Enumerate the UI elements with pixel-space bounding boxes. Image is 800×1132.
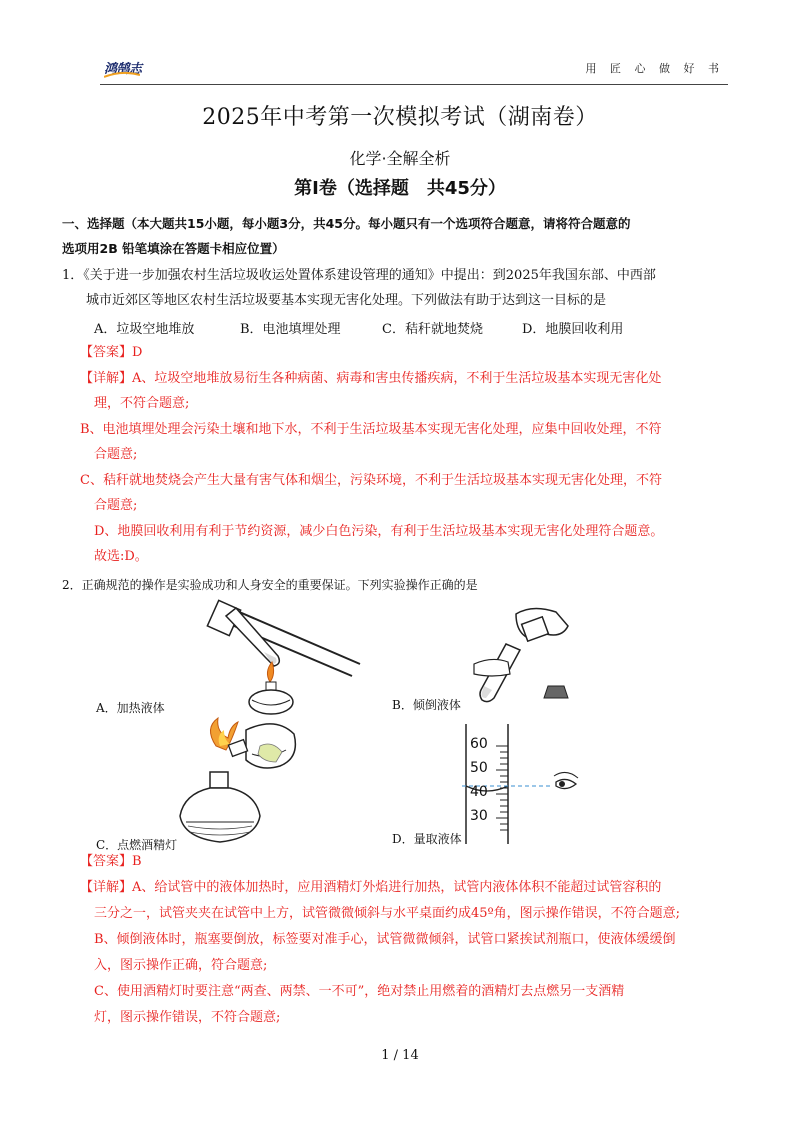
q2-detail-line: B、倾倒液体时，瓶塞要倒放，标签要对准手心，试管微微倾斜，试管口紧挨试剂瓶口，使液体缓缓倒 [94,932,676,947]
cylinder-tick-60: 60 [470,736,488,752]
figure-a-label: A．加热液体 [96,701,165,715]
figure-b-label: B．倾倒液体 [392,698,461,712]
q1-option-b: B．电池填埋处理 [240,322,341,337]
q1-detail-line: 合题意; [94,447,138,462]
q1-stem-line1: 1．《关于进一步加强农村生活垃圾收运处置体系建设管理的通知》中提出：到2025年我国东部、中西部 [62,268,656,283]
page-title: 2025年中考第一次模拟考试（湖南卷） [202,105,598,130]
cylinder-tick-40: 40 [470,784,488,800]
q2-detail-line: 入，图示操作正确，符合题意; [94,958,268,973]
q1-detail-line: D、地膜回收利用有利于节约资源，减少白色污染，有利于生活垃圾基本实现无害化处理符合题意。 [94,524,664,539]
q2-stem: 2．正确规范的操作是实验成功和人身安全的重要保证。下列实验操作正确的是 [62,578,478,592]
cylinder-tick-50: 50 [470,760,488,776]
page-subtitle: 化学·全解全析 [349,149,451,168]
q2-detail-line: 【详解】A、给试管中的液体加热时，应用酒精灯外焰进行加热，试管内液体体积不能超过试管容积的 [80,880,662,895]
q1-answer: 【答案】D [80,345,143,360]
q1-detail-line: 【详解】A、垃圾空地堆放易衍生各种病菌、病毒和害虫传播疾病，不利于生活垃圾基本实现无害化处 [80,371,662,386]
q1-detail-line: 合题意; [94,498,138,513]
q2-answer: 【答案】B [80,854,142,869]
q1-option-d: D．地膜回收利用 [522,322,624,337]
section-instruction-line1: 一、选择题（本大题共15小题，每小题3分，共45分。每小题只有一个选项符合题意，请将符合题意的 [62,216,631,231]
cylinder-tick-30: 30 [470,808,488,824]
figure-b-pouring-liquid [472,604,592,704]
q1-option-a: A．垃圾空地堆放 [94,322,195,337]
page-number: 1 / 14 [381,1048,419,1063]
q2-detail-line: C、使用酒精灯时要注意“两查、两禁、一不可”，绝对禁止用燃着的酒精灯去点燃另一支酒精 [94,984,625,999]
part-title: 第Ⅰ卷（选择题 共45分） [294,178,506,199]
q1-detail-line: 理，不符合题意; [94,396,190,411]
figure-d-label: D．量取液体 [392,832,462,846]
figure-c-label: C．点燃酒精灯 [96,838,178,852]
publisher-logo: 鸿鹄志 [104,62,142,77]
header-divider [100,84,728,85]
q1-detail-line: B、电池填埋处理会污染土壤和地下水，不利于生活垃圾基本实现无害化处理，应集中回收处理，不符 [80,422,662,437]
q2-detail-line: 灯，图示操作错误，不符合题意; [94,1010,281,1025]
section-instruction-line2: 选项用2B 铅笔填涂在答题卡相应位置） [62,241,285,256]
q1-stem-line2: 城市近郊区等地区农村生活垃圾要基本实现无害化处理。下列做法有助于达到这一目标的是 [86,293,607,308]
header-slogan: 用 匠 心 做 好 书 [585,62,724,75]
q1-detail-line: C、秸秆就地焚烧会产生大量有害气体和烟尘，污染环境，不利于生活垃圾基本实现无害化处理，不符 [80,473,662,488]
figure-c-lighting-lamp [176,716,306,848]
figure-a-heating-liquid [160,598,380,718]
q1-detail-line: 故选:D。 [94,549,148,564]
q2-detail-line: 三分之一，试管夹夹在试管中上方，试管微微倾斜与水平桌面约成45º角，图示操作错误，不符合题意; [94,906,681,921]
q1-option-c: C．秸秆就地焚烧 [382,322,483,337]
logo-swoosh-icon [104,72,140,78]
